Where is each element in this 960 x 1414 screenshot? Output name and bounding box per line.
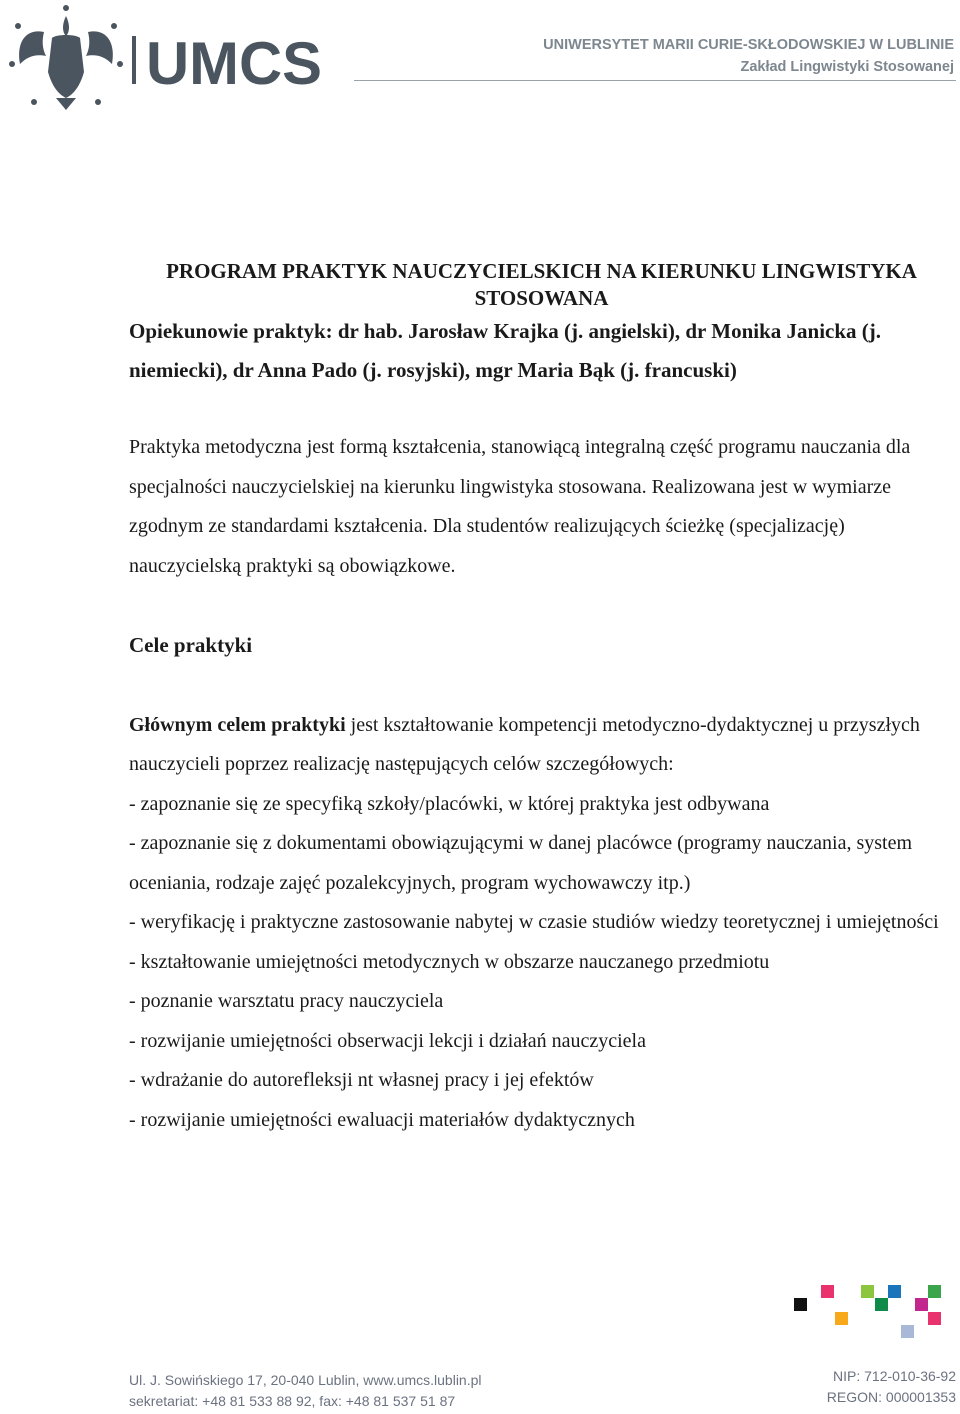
list-item: - kształtowanie umiejętności metodycznych w obszarze nauczanego przedmiotu (129, 950, 770, 973)
list-item: - weryfikację i praktyczne zastosowanie nabytej w czasie studiów wiedzy teoretycznej i umiejętności (129, 911, 939, 933)
pixel-decoration-icon (790, 1282, 960, 1342)
main-goal-paragraph (129, 706, 954, 785)
document-title: PROGRAM PRAKTYK NAUCZYCIELSKICH NA KIERUNKU LINGWISTYKA STOSOWANA (166, 259, 917, 310)
list-item: - rozwijanie umiejętności obserwacji lekcji i działań nauczyciela (129, 1029, 646, 1052)
header-divider (354, 80, 956, 81)
list-item: - zapoznanie się z dokumentami obowiązującymi w danej placówce (programy nauczania, system oceniania, rodzaje zajęć pozalekcyjnych, program wychowawczy itp.) (129, 832, 913, 894)
institution-header (543, 34, 954, 78)
main-goal-text: jest kształtowanie kompetencji metodyczno-dydaktycznej u przyszłych nauczycieli poprzez realizację następujących celów szczegółowych: (129, 713, 920, 775)
list-item: - poznanie warsztatu pracy nauczyciela (129, 990, 444, 1012)
document-body (129, 258, 954, 1140)
main-goal-bold: Głównym celem praktyki (129, 713, 346, 736)
logo-wordmark: UMCS (146, 30, 322, 97)
university-name: UNIWERSYTET MARII CURIE-SKŁODOWSKIEJ W LUBLINIE (543, 37, 954, 53)
list-item: - wdrażanie do autorefleksji nt własnej pracy i jej efektów (129, 1069, 594, 1091)
eagle-emblem-icon (19, 16, 113, 110)
footer-nip: NIP: 712-010-36-92 (833, 1368, 956, 1384)
goals-list (129, 785, 954, 1141)
footer-regon: REGON: 000001353 (826, 1389, 956, 1405)
footer-address: Ul. J. Sowińskiego 17, 20-040 Lublin, www.umcs.lublin.pl (129, 1372, 482, 1388)
intro-paragraph: Praktyka metodyczna jest formą kształcenia, stanowiącą integralną część programu nauczania dla specjalności nauczycielskiej na kierunku lingwistyka stosowana. Realizowana jest w wymiarze zgodnym ze standardami kształcenia. Dla studentów realizujących ścieżkę (specjalizację) nauczycielską praktyki są obowiązkowe. (129, 436, 911, 577)
umcs-logo (4, 2, 322, 114)
goals-heading: Cele praktyki (129, 633, 253, 657)
footer-registry-block (827, 1366, 956, 1408)
list-item: - zapoznanie się ze specyfiką szkoły/placówki, w której praktyka jest odbywana (129, 792, 770, 815)
footer-contact: sekretariat: +48 81 533 88 92, fax: +48 81 537 51 87 (129, 1393, 456, 1409)
list-item: - rozwijanie umiejętności ewaluacji materiałów dydaktycznych (129, 1108, 635, 1131)
footer-address-block (129, 1370, 482, 1412)
tutors-line: Opiekunowie praktyk: dr hab. Jarosław Krajka (j. angielski), dr Monika Janicka (j. niemiecki), dr Anna Pado (j. rosyjski), mgr Maria Bąk (j. francuski) (129, 319, 882, 382)
department-name: Zakład Lingwistyki Stosowanej (740, 59, 954, 75)
